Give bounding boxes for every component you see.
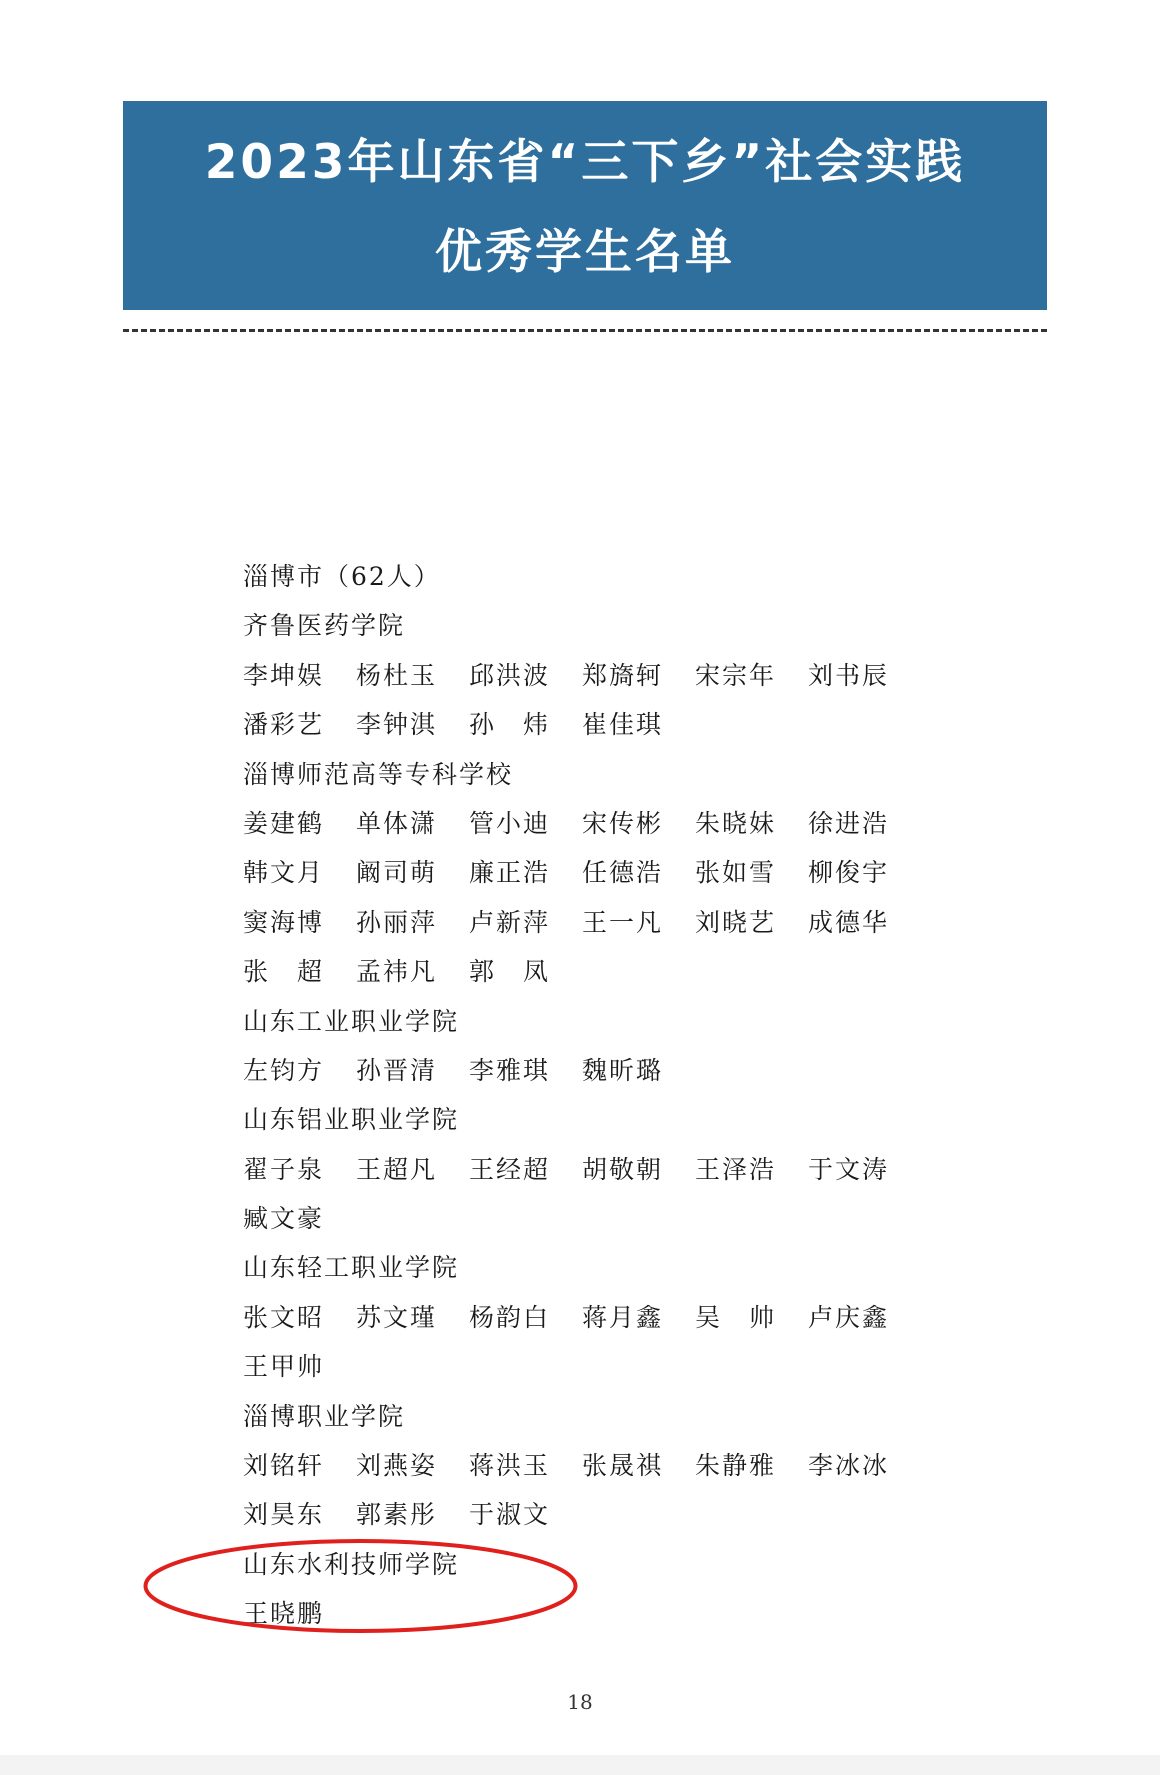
name-row <box>243 1490 943 1539</box>
student-name: 孙 炜 <box>469 710 551 740</box>
region-heading: 淄博市（62人） <box>243 562 441 591</box>
school-heading: 山东铝业职业学院 <box>243 1105 460 1135</box>
student-name: 刘铭轩 <box>243 1451 325 1481</box>
student-name: 窦海博 <box>243 907 325 937</box>
student-name: 王一凡 <box>582 907 664 937</box>
student-name: 张文昭 <box>243 1302 325 1332</box>
name-row <box>243 1293 943 1342</box>
title-banner <box>123 101 1047 310</box>
student-name: 宋传彬 <box>582 808 664 838</box>
student-name: 臧文豪 <box>243 1204 325 1234</box>
student-name: 管小迪 <box>469 808 551 838</box>
school-heading: 淄博职业学院 <box>243 1401 406 1431</box>
school-heading-row <box>243 1540 943 1589</box>
student-name: 柳俊宇 <box>808 858 890 888</box>
student-name: 王晓鹏 <box>243 1599 325 1629</box>
student-name: 王经超 <box>469 1154 551 1184</box>
name-row <box>243 700 943 749</box>
student-name: 张晟祺 <box>582 1451 664 1481</box>
student-name: 朱静雅 <box>695 1451 777 1481</box>
student-name: 魏昕璐 <box>582 1055 664 1085</box>
student-name: 郑旖轲 <box>582 660 664 690</box>
student-name: 李冰冰 <box>808 1451 890 1481</box>
student-name: 成德华 <box>808 907 890 937</box>
student-name: 蒋月鑫 <box>582 1302 664 1332</box>
student-name: 李雅琪 <box>469 1055 551 1085</box>
title-line-1: 2023年山东省“三下乡”社会实践 <box>204 135 966 190</box>
school-heading-row <box>243 1095 943 1144</box>
page-number: 18 <box>567 1690 593 1714</box>
school-heading: 山东轻工职业学院 <box>243 1253 460 1283</box>
student-name: 杨韵白 <box>469 1302 551 1332</box>
student-name: 韩文月 <box>243 858 325 888</box>
student-name: 翟子泉 <box>243 1154 325 1184</box>
name-row <box>243 848 943 897</box>
name-row <box>243 1194 943 1243</box>
student-name: 于文涛 <box>808 1154 890 1184</box>
student-name: 姜建鹤 <box>243 808 325 838</box>
region-heading-row <box>243 552 943 601</box>
student-name: 左钧方 <box>243 1055 325 1085</box>
name-row <box>243 1342 943 1391</box>
school-heading: 齐鲁医药学院 <box>243 611 406 641</box>
dashed-divider <box>123 329 1047 332</box>
student-name: 王甲帅 <box>243 1352 325 1382</box>
student-name: 吴 帅 <box>695 1302 777 1332</box>
student-name: 李钟淇 <box>356 710 438 740</box>
name-row <box>243 898 943 947</box>
name-row <box>243 1441 943 1490</box>
name-row <box>243 799 943 848</box>
student-name: 卢新萍 <box>469 907 551 937</box>
school-heading: 山东水利技师学院 <box>243 1549 460 1579</box>
award-list <box>243 552 943 1639</box>
name-row <box>243 1046 943 1095</box>
student-name: 苏文瑾 <box>356 1302 438 1332</box>
student-name: 郭素彤 <box>356 1500 438 1530</box>
student-name: 廉正浩 <box>469 858 551 888</box>
student-name: 刘燕姿 <box>356 1451 438 1481</box>
student-name: 卢庆鑫 <box>808 1302 890 1332</box>
student-name: 邱洪波 <box>469 660 551 690</box>
name-row <box>243 1145 943 1194</box>
student-name: 孟祎凡 <box>356 957 438 987</box>
name-row <box>243 947 943 996</box>
student-name: 刘晓艺 <box>695 907 777 937</box>
name-row <box>243 651 943 700</box>
student-name: 刘书辰 <box>808 660 890 690</box>
school-heading-row <box>243 1392 943 1441</box>
title-line-2: 优秀学生名单 <box>435 225 735 280</box>
school-heading-row <box>243 601 943 650</box>
student-name: 王泽浩 <box>695 1154 777 1184</box>
student-name: 李坤娱 <box>243 660 325 690</box>
student-name: 郭 凤 <box>469 957 551 987</box>
student-name: 张如雪 <box>695 858 777 888</box>
student-name: 于淑文 <box>469 1500 551 1530</box>
school-heading: 淄博师范高等专科学校 <box>243 759 514 789</box>
student-name: 胡敬朝 <box>582 1154 664 1184</box>
student-name: 任德浩 <box>582 858 664 888</box>
student-name: 潘彩艺 <box>243 710 325 740</box>
student-name: 宋宗年 <box>695 660 777 690</box>
school-heading-row <box>243 997 943 1046</box>
student-name: 阚司萌 <box>356 858 438 888</box>
student-name: 崔佳琪 <box>582 710 664 740</box>
student-name: 王超凡 <box>356 1154 438 1184</box>
student-name: 刘昊东 <box>243 1500 325 1530</box>
name-row <box>243 1589 943 1638</box>
student-name: 孙丽萍 <box>356 907 438 937</box>
school-heading-row <box>243 1243 943 1292</box>
student-name: 徐进浩 <box>808 808 890 838</box>
school-heading-row <box>243 750 943 799</box>
student-name: 孙晋清 <box>356 1055 438 1085</box>
student-name: 朱晓妹 <box>695 808 777 838</box>
page-bottom-edge <box>0 1755 1160 1775</box>
student-name: 杨杜玉 <box>356 660 438 690</box>
student-name: 张 超 <box>243 957 325 987</box>
student-name: 单体潇 <box>356 808 438 838</box>
student-name: 蒋洪玉 <box>469 1451 551 1481</box>
school-heading: 山东工业职业学院 <box>243 1006 460 1036</box>
